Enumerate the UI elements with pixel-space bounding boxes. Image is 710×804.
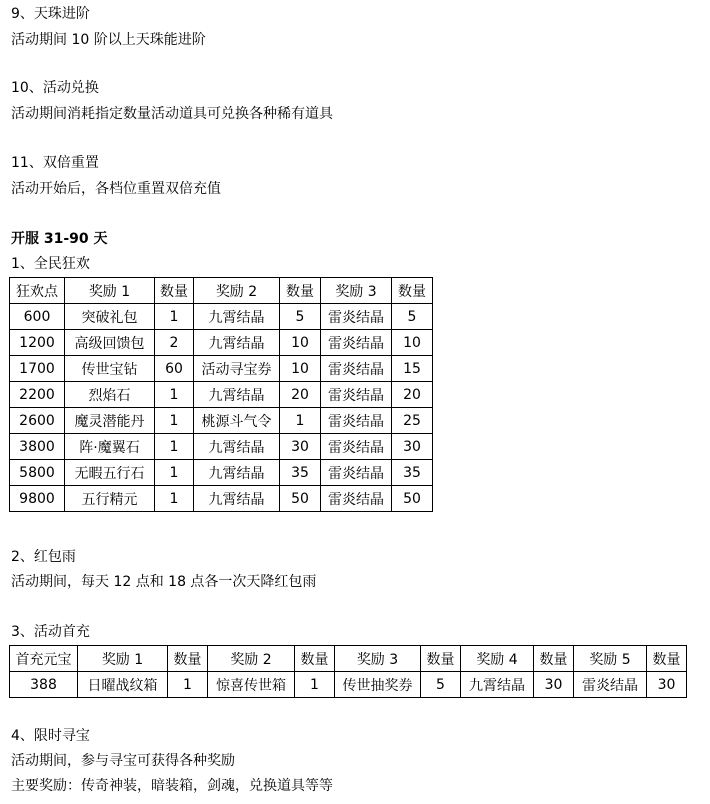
carnival-header-cell: 狂欢点 <box>10 278 65 304</box>
first-charge-table <box>9 645 687 698</box>
carnival-cell: 600 <box>10 304 65 330</box>
carnival-cell: 魔灵潜能丹 <box>65 408 155 434</box>
carnival-cell: 雷炎结晶 <box>321 408 392 434</box>
carnival-cell: 1 <box>155 304 194 330</box>
first-charge-cell: 1 <box>295 672 335 698</box>
carnival-cell: 2600 <box>10 408 65 434</box>
first-charge-header-row <box>10 646 687 672</box>
first-charge-header-cell: 奖励 2 <box>208 646 295 672</box>
carnival-cell: 30 <box>280 434 321 460</box>
carnival-cell: 雷炎结晶 <box>321 330 392 356</box>
first-charge-header-cell: 首充元宝 <box>10 646 78 672</box>
carnival-cell: 阵·魔翼石 <box>65 434 155 460</box>
carnival-cell: 10 <box>280 356 321 382</box>
carnival-cell: 1 <box>155 408 194 434</box>
carnival-row <box>10 382 433 408</box>
carnival-header-cell: 数量 <box>280 278 321 304</box>
carnival-cell: 5 <box>392 304 433 330</box>
carnival-cell: 雷炎结晶 <box>321 356 392 382</box>
first-charge-header-cell: 奖励 4 <box>461 646 534 672</box>
carnival-header-cell: 数量 <box>392 278 433 304</box>
carnival-header-cell: 奖励 3 <box>321 278 392 304</box>
treasure-desc: 活动期间，参与寻宝可获得各种奖励 <box>11 753 235 769</box>
carnival-cell: 20 <box>392 382 433 408</box>
carnival-row <box>10 434 433 460</box>
carnival-cell: 雷炎结晶 <box>321 304 392 330</box>
section-10-title: 10、活动兑换 <box>11 80 99 96</box>
treasure-title: 4、限时寻宝 <box>11 728 90 744</box>
phase-heading: 开服 31-90 天 <box>11 231 108 247</box>
carnival-table <box>9 277 433 512</box>
first-charge-header-cell: 数量 <box>421 646 461 672</box>
first-charge-cell: 日曜战纹箱 <box>78 672 168 698</box>
first-charge-header-cell: 数量 <box>534 646 574 672</box>
first-charge-header-cell: 奖励 1 <box>78 646 168 672</box>
carnival-cell: 9800 <box>10 486 65 512</box>
carnival-cell: 五行精元 <box>65 486 155 512</box>
carnival-cell: 雷炎结晶 <box>321 486 392 512</box>
carnival-cell: 60 <box>155 356 194 382</box>
carnival-cell: 20 <box>280 382 321 408</box>
carnival-row <box>10 460 433 486</box>
carnival-cell: 35 <box>280 460 321 486</box>
carnival-cell: 25 <box>392 408 433 434</box>
first-charge-row <box>10 672 687 698</box>
first-charge-cell: 惊喜传世箱 <box>208 672 295 698</box>
carnival-header-cell: 数量 <box>155 278 194 304</box>
carnival-cell: 35 <box>392 460 433 486</box>
carnival-cell: 桃源斗气令 <box>194 408 280 434</box>
carnival-cell: 1 <box>155 382 194 408</box>
carnival-cell: 1200 <box>10 330 65 356</box>
carnival-cell: 高级回馈包 <box>65 330 155 356</box>
section-9-desc: 活动期间 10 阶以上天珠能进阶 <box>11 32 206 48</box>
first-charge-cell: 30 <box>647 672 687 698</box>
section-11-desc: 活动开始后，各档位重置双倍充值 <box>11 181 221 197</box>
treasure-main-rewards: 主要奖励：传奇神装，暗装箱，剑魂，兑换道具等等 <box>11 778 333 794</box>
first-charge-header-cell: 数量 <box>647 646 687 672</box>
carnival-cell: 传世宝钻 <box>65 356 155 382</box>
first-charge-cell: 1 <box>168 672 208 698</box>
carnival-cell: 雷炎结晶 <box>321 434 392 460</box>
carnival-header-cell: 奖励 2 <box>194 278 280 304</box>
carnival-cell: 九霄结晶 <box>194 460 280 486</box>
first-charge-header-cell: 数量 <box>295 646 335 672</box>
carnival-cell: 突破礼包 <box>65 304 155 330</box>
carnival-cell: 2200 <box>10 382 65 408</box>
carnival-row <box>10 486 433 512</box>
red-packet-desc: 活动期间，每天 12 点和 18 点各一次天降红包雨 <box>11 574 317 590</box>
carnival-cell: 10 <box>392 330 433 356</box>
carnival-cell: 九霄结晶 <box>194 330 280 356</box>
carnival-cell: 九霄结晶 <box>194 486 280 512</box>
carnival-cell: 烈焰石 <box>65 382 155 408</box>
carnival-cell: 九霄结晶 <box>194 434 280 460</box>
carnival-cell: 1 <box>155 434 194 460</box>
carnival-row <box>10 356 433 382</box>
section-10-desc: 活动期间消耗指定数量活动道具可兑换各种稀有道具 <box>11 106 333 122</box>
red-packet-title: 2、红包雨 <box>11 549 76 565</box>
carnival-cell: 5 <box>280 304 321 330</box>
carnival-cell: 1 <box>155 486 194 512</box>
section-11-title: 11、双倍重置 <box>11 155 99 171</box>
carnival-cell: 雷炎结晶 <box>321 382 392 408</box>
carnival-row <box>10 330 433 356</box>
first-charge-header-cell: 奖励 3 <box>335 646 421 672</box>
carnival-cell: 10 <box>280 330 321 356</box>
carnival-header-row <box>10 278 433 304</box>
first-charge-cell: 30 <box>534 672 574 698</box>
carnival-cell: 活动寻宝券 <box>194 356 280 382</box>
first-charge-cell: 雷炎结晶 <box>574 672 647 698</box>
carnival-cell: 1 <box>280 408 321 434</box>
first-charge-cell: 5 <box>421 672 461 698</box>
section-9-title: 9、天珠进阶 <box>11 6 90 22</box>
carnival-cell: 5800 <box>10 460 65 486</box>
carnival-row <box>10 304 433 330</box>
first-charge-cell: 传世抽奖券 <box>335 672 421 698</box>
carnival-cell: 30 <box>392 434 433 460</box>
carnival-cell: 雷炎结晶 <box>321 460 392 486</box>
carnival-cell: 2 <box>155 330 194 356</box>
carnival-title: 1、全民狂欢 <box>11 256 90 272</box>
carnival-cell: 50 <box>280 486 321 512</box>
carnival-header-cell: 奖励 1 <box>65 278 155 304</box>
carnival-cell: 九霄结晶 <box>194 382 280 408</box>
carnival-cell: 无暇五行石 <box>65 460 155 486</box>
carnival-cell: 1700 <box>10 356 65 382</box>
carnival-cell: 1 <box>155 460 194 486</box>
carnival-cell: 50 <box>392 486 433 512</box>
first-charge-cell: 九霄结晶 <box>461 672 534 698</box>
first-charge-header-cell: 奖励 5 <box>574 646 647 672</box>
carnival-row <box>10 408 433 434</box>
carnival-cell: 3800 <box>10 434 65 460</box>
first-charge-cell: 388 <box>10 672 78 698</box>
first-charge-header-cell: 数量 <box>168 646 208 672</box>
carnival-cell: 15 <box>392 356 433 382</box>
carnival-cell: 九霄结晶 <box>194 304 280 330</box>
first-charge-title: 3、活动首充 <box>11 624 90 640</box>
